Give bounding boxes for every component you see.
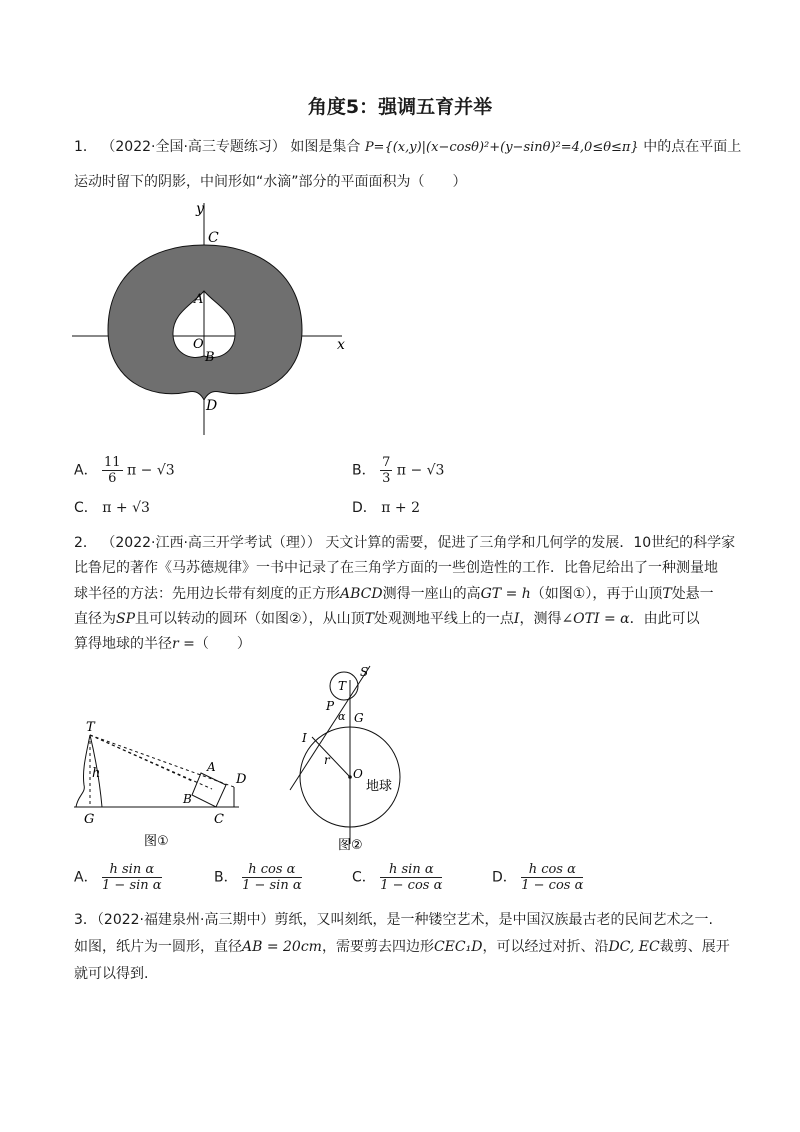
- x-axis-label: x: [337, 337, 345, 353]
- q2-option-a: A． $\frac{\text{h sin α}}{\text{1 − sin α}}$: [74, 862, 162, 893]
- point-D-label: D: [206, 398, 218, 414]
- q1-source: （2022·全国·高三专题练习）: [101, 139, 286, 155]
- q1-figure: [60, 195, 360, 445]
- q1-text-b: 中的点在平面上: [643, 139, 742, 155]
- q2-figure-2: [280, 662, 430, 860]
- q1-option-c: C． π + √3: [74, 500, 150, 516]
- svg-text:O: O: [353, 767, 363, 781]
- q1-set-formula: P={(x,y)|(x−cosθ)²+(y−sinθ)²=4,0≤θ≤π}: [364, 140, 639, 155]
- svg-text:C: C: [214, 812, 224, 827]
- fig2-caption: 图②: [338, 838, 363, 853]
- svg-text:P: P: [326, 699, 335, 713]
- svg-text:T: T: [86, 720, 95, 735]
- q3-line2: 如图，纸片为一圆形，直径AB = 20cm，需要剪去四边形CEC₁D，可以经过对折、沿DC, EC裁剪、展开: [74, 939, 730, 955]
- q1-number: 1．: [74, 139, 97, 155]
- q1-option-a: A． $\frac{11}{6}$ π − √3: [74, 455, 175, 486]
- svg-text:I: I: [302, 731, 307, 745]
- q2-source: （2022·江西·高三开学考试（理））: [101, 535, 321, 551]
- q1-text-a: 如图是集合: [290, 139, 361, 155]
- page-title: 角度5：强调五育并举: [307, 96, 493, 118]
- q2-line4: 直径为SP且可以转动的圆环（如图②），从山顶T处观测地平线上的一点I，测得∠OTI = α．由此可以: [74, 611, 700, 627]
- q2-figure-1: [64, 715, 254, 855]
- svg-text:A: A: [207, 760, 216, 774]
- point-A-label: A: [194, 292, 204, 307]
- q3-line1: 3．（2022·福建泉州·高三期中）剪纸，又叫刻纸，是一种镂空艺术，是中国汉族最古老的民间艺术之一.: [74, 912, 713, 928]
- point-B-label: B: [205, 350, 215, 365]
- fig1-caption: 图①: [144, 834, 169, 849]
- q1-line1: [74, 137, 742, 158]
- q2-option-d: D． $\frac{\text{h cos α}}{\text{1 − cos α}}$: [492, 862, 584, 893]
- point-O-label: O: [193, 337, 204, 352]
- svg-text:T: T: [338, 679, 347, 693]
- svg-text:r: r: [324, 753, 330, 767]
- svg-text:G: G: [84, 812, 95, 827]
- q2-option-b: B． $\frac{\text{h cos α}}{\text{1 − sin α}}$: [214, 862, 302, 893]
- point-C-label: C: [208, 230, 219, 246]
- q1-option-d: D． π + 2: [352, 500, 420, 516]
- q2-option-c: C． $\frac{\text{h sin α}}{\text{1 − cos α}}$: [352, 862, 443, 893]
- shaded-region: [108, 245, 302, 400]
- q2-line3: 球半径的方法：先用边长带有刻度的正方形ABCD测得一座山的高GT = h（如图①），再于山顶T处悬一: [74, 586, 714, 602]
- svg-text:D: D: [236, 772, 247, 787]
- svg-text:α: α: [338, 710, 346, 723]
- q2-line2: 比鲁尼的著作《马苏德规律》一书中记录了在三角学方面的一些创造性的工作．比鲁尼给出了一种测量地: [74, 560, 718, 576]
- svg-text:G: G: [354, 711, 364, 725]
- q2-line5: 算得地球的半径r =（ ）: [74, 636, 251, 652]
- q3-source: （2022·福建泉州·高三期中）: [96, 912, 275, 928]
- q1-option-b: B． $\frac{7}{3}$ π − √3: [352, 455, 445, 486]
- q3-line3: 就可以得到.: [74, 966, 149, 982]
- svg-text:B: B: [183, 792, 192, 806]
- svg-text:S: S: [360, 665, 369, 679]
- svg-text:地球: 地球: [366, 779, 393, 794]
- svg-text:h: h: [92, 766, 101, 781]
- y-axis-label: y: [196, 201, 204, 217]
- q1-line2: 运动时留下的阴影，中间形如“水滴”部分的平面面积为（ ）: [74, 174, 467, 190]
- q2-line1: 2． （2022·江西·高三开学考试（理）） 天文计算的需要，促进了三角学和几何学的发展．10世纪的科学家: [74, 535, 736, 551]
